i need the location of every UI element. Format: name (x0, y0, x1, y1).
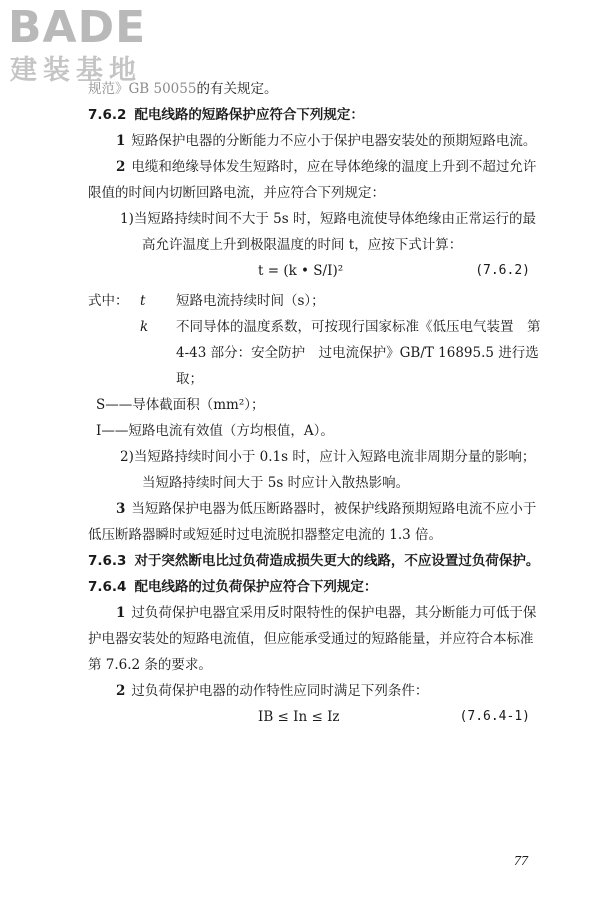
logo-subtitle: 建装基地 (10, 55, 142, 86)
subclause-2 (88, 444, 542, 496)
definition-symbol: t (140, 293, 146, 309)
page-number: 77 (514, 854, 528, 869)
clause-3 (88, 496, 542, 548)
section-7-6-3 (88, 548, 542, 574)
clause-number: 2 (116, 683, 126, 699)
definition-S: S——导体截面积（mm²）； (96, 397, 265, 413)
subclause-number: 2) (120, 449, 134, 465)
formula-tag: (7.6.2) (475, 263, 530, 278)
subclause-text: 当短路持续时间不大于 5s 时，短路电流使导体绝缘由正常运行的最高允许温度上升到极限温度的时间 t，应按下式计算： (133, 211, 536, 253)
formula-7-6-2 (88, 258, 542, 288)
top-line (88, 76, 542, 102)
formula-expression: IB ≤ In ≤ Iz (258, 709, 340, 725)
clause-1 (88, 128, 542, 154)
definition-t (88, 288, 542, 314)
clause-text: 短路保护电器的分断能力不应小于保护电器安装处的预期短路电流。 (131, 133, 537, 149)
clause-number: 3 (116, 501, 126, 517)
formula-7-6-4-1 (88, 704, 542, 734)
formula-expression: t = (k • S/I)² (258, 263, 344, 279)
definition-k (88, 314, 542, 392)
clause-number: 1 (116, 133, 126, 149)
section-7-6-4 (88, 574, 542, 600)
section-number: 7.6.2 (88, 107, 127, 123)
document-body (88, 76, 542, 734)
section-title: 配电线路的短路保护应符合下列规定： (134, 107, 364, 123)
clause-4-2 (88, 678, 542, 704)
definition-text: 短路电流持续时间（s）； (176, 293, 325, 309)
definition-text: 不同导体的温度系数，可按现行国家标准《低压电气装置 第 4-43 部分：安全防护 过电流保护》GB/T 16895.5 进行选取； (176, 319, 541, 387)
section-number: 7.6.4 (88, 579, 127, 595)
subclause-1 (88, 206, 542, 258)
section-title: 对于突然断电比过负荷造成损失更大的线路，不应设置过负荷保护。 (134, 553, 540, 569)
formula-tag: (7.6.4-1) (459, 709, 530, 724)
clause-number: 1 (116, 605, 126, 621)
clause-text: 过负荷保护电器的动作特性应同时满足下列条件： (131, 683, 429, 699)
clause-2 (88, 154, 542, 206)
clause-4-1 (88, 600, 542, 678)
definition-lead: 式中： (88, 293, 129, 309)
top-line-faded: 规范》GB 50055 (88, 81, 197, 97)
section-number: 7.6.3 (88, 553, 127, 569)
subclause-number: 1) (120, 211, 134, 227)
clause-text: 电缆和绝缘导体发生短路时，应在导体绝缘的温度上升到不超过允许限值的时间内切断回路电流，并应符合下列规定： (88, 159, 537, 201)
section-title: 配电线路的过负荷保护应符合下列规定： (134, 579, 378, 595)
definition-I: I——短路电流有效值（方均根值，A）。 (96, 423, 334, 439)
clause-number: 2 (116, 159, 126, 175)
section-7-6-2 (88, 102, 542, 128)
top-line-rest: 的有关规定。 (196, 81, 278, 97)
definition-symbol: k (140, 319, 149, 335)
subclause-text: 当短路持续时间小于 0.1s 时，应计入短路电流非周期分量的影响；当短路持续时间大于 5s 时应计入散热影响。 (133, 449, 536, 491)
clause-text: 过负荷保护电器宜采用反时限特性的保护电器，其分断能力可低于保护电器安装处的短路电流值，但应能承受通过的短路能量，并应符合本标准第 7.6.2 条的要求。 (88, 605, 537, 673)
logo-brand: BADE (8, 2, 147, 53)
clause-text: 当短路保护电器为低压断路器时，被保护线路预期短路电流不应小于低压断路器瞬时或短延时过电流脱扣器整定电流的 1.3 倍。 (88, 501, 537, 543)
